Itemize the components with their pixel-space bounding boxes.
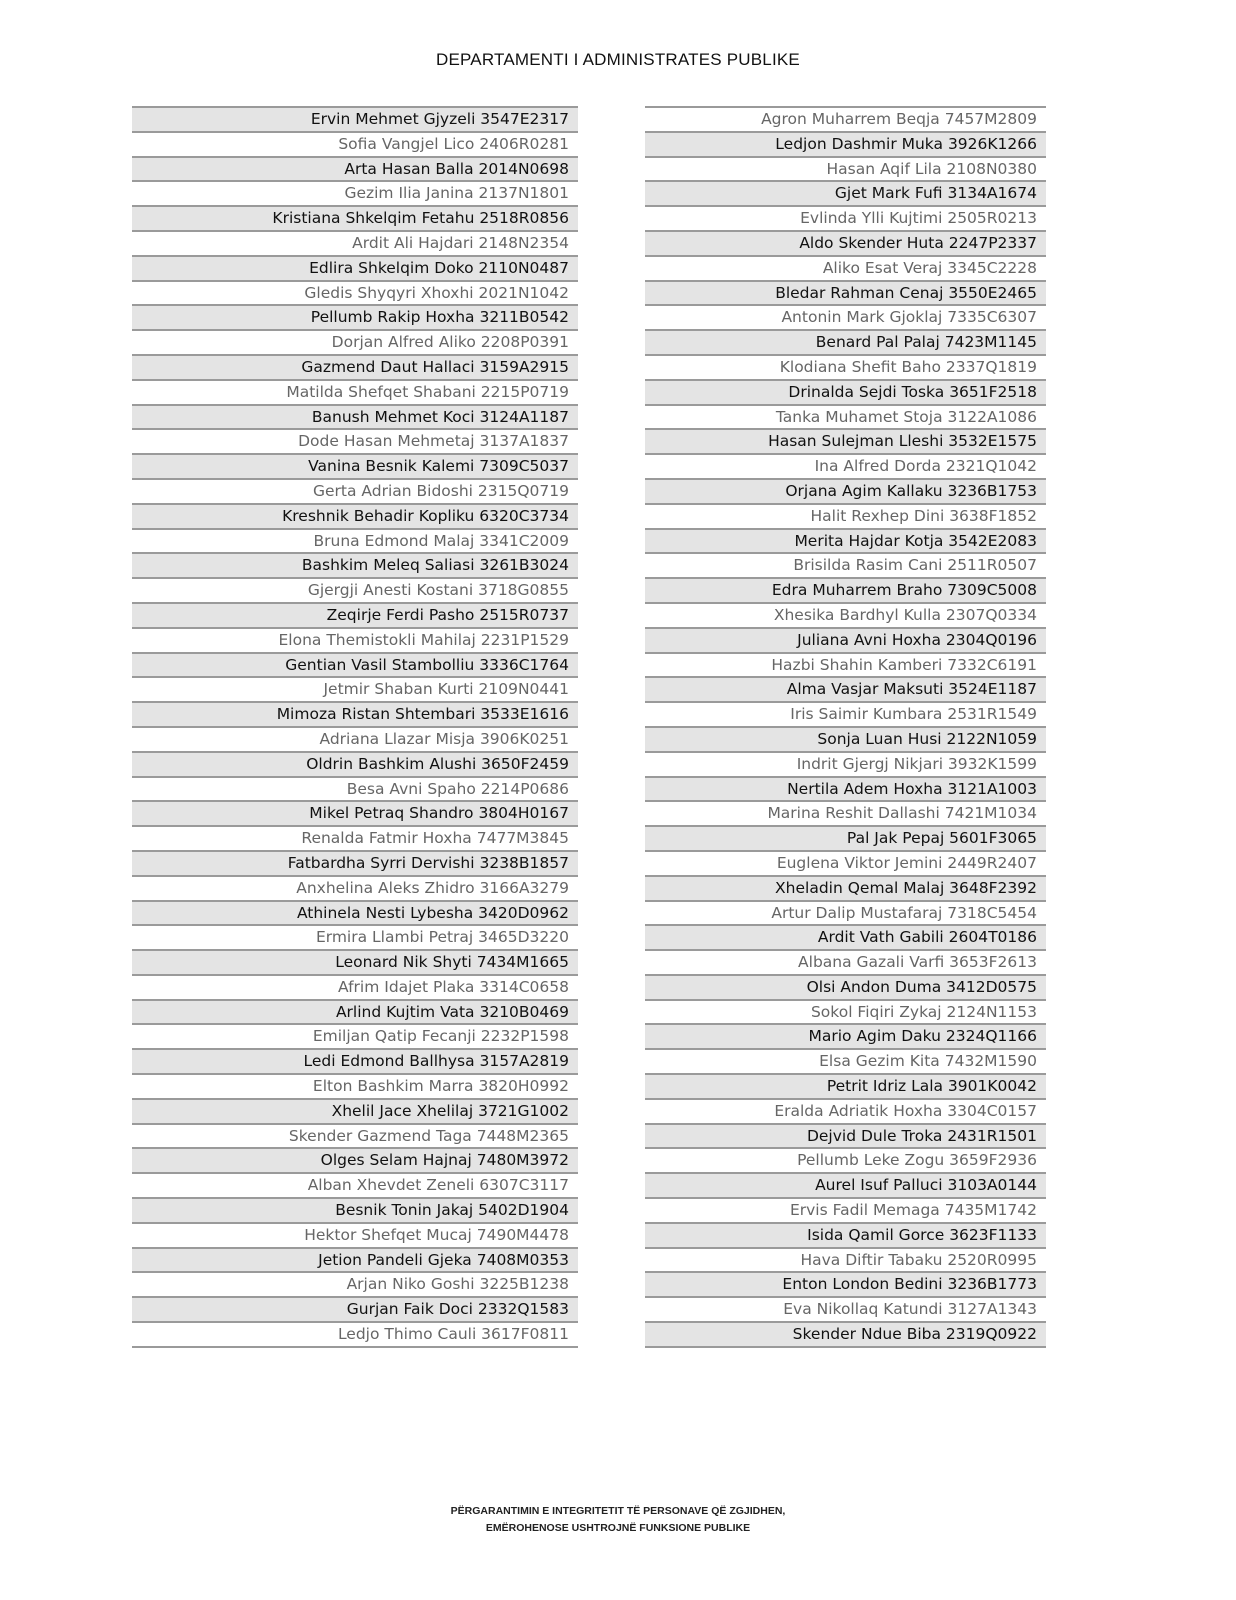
list-item: Elona Themistokli Mahilaj 2231P1529 [132,627,578,652]
list-item: Emiljan Qatip Fecanji 2232P1598 [132,1023,578,1048]
list-item: Besa Avni Spaho 2214P0686 [132,776,578,801]
list-item: Euglena Viktor Jemini 2449R2407 [645,850,1046,875]
list-item: Hasan Sulejman Lleshi 3532E1575 [645,428,1046,453]
list-item: Dorjan Alfred Aliko 2208P0391 [132,329,578,354]
list-item: Klodiana Shefit Baho 2337Q1819 [645,354,1046,379]
list-item: Renalda Fatmir Hoxha 7477M3845 [132,825,578,850]
list-item: Leonard Nik Shyti 7434M1665 [132,949,578,974]
list-item: Antonin Mark Gjoklaj 7335C6307 [645,304,1046,329]
list-item: Besnik Tonin Jakaj 5402D1904 [132,1197,578,1222]
list-item: Oldrin Bashkim Alushi 3650F2459 [132,751,578,776]
list-item: Jetion Pandeli Gjeka 7408M0353 [132,1247,578,1272]
list-item: Gerta Adrian Bidoshi 2315Q0719 [132,478,578,503]
list-item: Adriana Llazar Misja 3906K0251 [132,726,578,751]
right-name-column [645,106,1046,1348]
list-item: Gjet Mark Fufi 3134A1674 [645,180,1046,205]
footer-line-2: EMËROHENOSE USHTROJNË FUNKSIONE PUBLIKE [485,1522,751,1534]
list-item: Olges Selam Hajnaj 7480M3972 [132,1147,578,1172]
list-item: Gurjan Faik Doci 2332Q1583 [132,1296,578,1321]
list-item: Eva Nikollaq Katundi 3127A1343 [645,1296,1046,1321]
list-item: Dode Hasan Mehmetaj 3137A1837 [132,428,578,453]
list-item: Brisilda Rasim Cani 2511R0507 [645,552,1046,577]
list-item: Hava Diftir Tabaku 2520R0995 [645,1247,1046,1272]
list-item: Alma Vasjar Maksuti 3524E1187 [645,676,1046,701]
list-item: Edra Muharrem Braho 7309C5008 [645,577,1046,602]
page-title: DEPARTAMENTI I ADMINISTRATES PUBLIKE [436,50,800,69]
list-item: Ledjo Thimo Cauli 3617F0811 [132,1321,578,1346]
list-item: Aliko Esat Veraj 3345C2228 [645,255,1046,280]
list-item: Hasan Aqif Lila 2108N0380 [645,156,1046,181]
list-item: Sokol Fiqiri Zykaj 2124N1153 [645,999,1046,1024]
footer-line-1: PËRGARANTIMIN E INTEGRITETIT TË PERSONAVE QË ZGJIDHEN, [450,1505,786,1517]
list-item: Xhesika Bardhyl Kulla 2307Q0334 [645,602,1046,627]
list-item: Kristiana Shkelqim Fetahu 2518R0856 [132,205,578,230]
list-item: Pellumb Leke Zogu 3659F2936 [645,1147,1046,1172]
list-item: Gezim Ilia Janina 2137N1801 [132,180,578,205]
list-item: Halit Rexhep Dini 3638F1852 [645,503,1046,528]
list-item: Eralda Adriatik Hoxha 3304C0157 [645,1098,1046,1123]
list-item: Gledis Shyqyri Xhoxhi 2021N1042 [132,280,578,305]
list-item: Agron Muharrem Beqja 7457M2809 [645,106,1046,131]
list-item: Arlind Kujtim Vata 3210B0469 [132,999,578,1024]
list-item: Olsi Andon Duma 3412D0575 [645,974,1046,999]
list-item: Gjergji Anesti Kostani 3718G0855 [132,577,578,602]
list-item: Albana Gazali Varfi 3653F2613 [645,949,1046,974]
list-item: Vanina Besnik Kalemi 7309C5037 [132,453,578,478]
list-item: Matilda Shefqet Shabani 2215P0719 [132,379,578,404]
list-item: Xhelil Jace Xhelilaj 3721G1002 [132,1098,578,1123]
list-item: Pellumb Rakip Hoxha 3211B0542 [132,304,578,329]
list-item: Benard Pal Palaj 7423M1145 [645,329,1046,354]
list-item: Ervin Mehmet Gjyzeli 3547E2317 [132,106,578,131]
left-name-column [132,106,578,1348]
page-footer [0,1503,1236,1537]
list-item: Bruna Edmond Malaj 3341C2009 [132,528,578,553]
list-item: Mikel Petraq Shandro 3804H0167 [132,800,578,825]
list-item: Ardit Ali Hajdari 2148N2354 [132,230,578,255]
list-item: Sofia Vangjel Lico 2406R0281 [132,131,578,156]
list-item: Indrit Gjergj Nikjari 3932K1599 [645,751,1046,776]
list-item: Arjan Niko Goshi 3225B1238 [132,1271,578,1296]
list-item: Arta Hasan Balla 2014N0698 [132,156,578,181]
list-item: Tanka Muhamet Stoja 3122A1086 [645,404,1046,429]
list-item: Anxhelina Aleks Zhidro 3166A3279 [132,875,578,900]
list-item: Kreshnik Behadir Kopliku 6320C3734 [132,503,578,528]
list-item: Elton Bashkim Marra 3820H0992 [132,1073,578,1098]
list-item: Nertila Adem Hoxha 3121A1003 [645,776,1046,801]
table-divider [645,1346,1046,1348]
list-item: Drinalda Sejdi Toska 3651F2518 [645,379,1046,404]
list-item: Alban Xhevdet Zeneli 6307C3117 [132,1172,578,1197]
list-item: Isida Qamil Gorce 3623F1133 [645,1222,1046,1247]
list-item: Bledar Rahman Cenaj 3550E2465 [645,280,1046,305]
list-item: Pal Jak Pepaj 5601F3065 [645,825,1046,850]
list-item: Artur Dalip Mustafaraj 7318C5454 [645,900,1046,925]
list-item: Aldo Skender Huta 2247P2337 [645,230,1046,255]
list-item: Bashkim Meleq Saliasi 3261B3024 [132,552,578,577]
list-item: Orjana Agim Kallaku 3236B1753 [645,478,1046,503]
list-item: Fatbardha Syrri Dervishi 3238B1857 [132,850,578,875]
list-item: Enton London Bedini 3236B1773 [645,1271,1046,1296]
list-item: Sonja Luan Husi 2122N1059 [645,726,1046,751]
list-item: Hazbi Shahin Kamberi 7332C6191 [645,652,1046,677]
list-item: Afrim Idajet Plaka 3314C0658 [132,974,578,999]
list-item: Banush Mehmet Koci 3124A1187 [132,404,578,429]
list-item: Mimoza Ristan Shtembari 3533E1616 [132,701,578,726]
list-item: Marina Reshit Dallashi 7421M1034 [645,800,1046,825]
list-item: Petrit Idriz Lala 3901K0042 [645,1073,1046,1098]
list-item: Ledjon Dashmir Muka 3926K1266 [645,131,1046,156]
list-item: Gazmend Daut Hallaci 3159A2915 [132,354,578,379]
list-item: Dejvid Dule Troka 2431R1501 [645,1123,1046,1148]
list-item: Juliana Avni Hoxha 2304Q0196 [645,627,1046,652]
list-item: Mario Agim Daku 2324Q1166 [645,1023,1046,1048]
list-item: Hektor Shefqet Mucaj 7490M4478 [132,1222,578,1247]
table-divider [132,1346,578,1348]
list-item: Ermira Llambi Petraj 3465D3220 [132,924,578,949]
list-item: Edlira Shkelqim Doko 2110N0487 [132,255,578,280]
list-item: Ardit Vath Gabili 2604T0186 [645,924,1046,949]
list-item: Jetmir Shaban Kurti 2109N0441 [132,676,578,701]
list-item: Aurel Isuf Palluci 3103A0144 [645,1172,1046,1197]
list-item: Xheladin Qemal Malaj 3648F2392 [645,875,1046,900]
list-item: Iris Saimir Kumbara 2531R1549 [645,701,1046,726]
list-item: Gentian Vasil Stambolliu 3336C1764 [132,652,578,677]
list-item: Skender Gazmend Taga 7448M2365 [132,1123,578,1148]
list-item: Ervis Fadil Memaga 7435M1742 [645,1197,1046,1222]
list-item: Athinela Nesti Lybesha 3420D0962 [132,900,578,925]
list-item: Elsa Gezim Kita 7432M1590 [645,1048,1046,1073]
list-item: Zeqirje Ferdi Pasho 2515R0737 [132,602,578,627]
list-item: Ledi Edmond Ballhysa 3157A2819 [132,1048,578,1073]
list-item: Merita Hajdar Kotja 3542E2083 [645,528,1046,553]
list-item: Evlinda Ylli Kujtimi 2505R0213 [645,205,1046,230]
list-item: Ina Alfred Dorda 2321Q1042 [645,453,1046,478]
list-item: Skender Ndue Biba 2319Q0922 [645,1321,1046,1346]
